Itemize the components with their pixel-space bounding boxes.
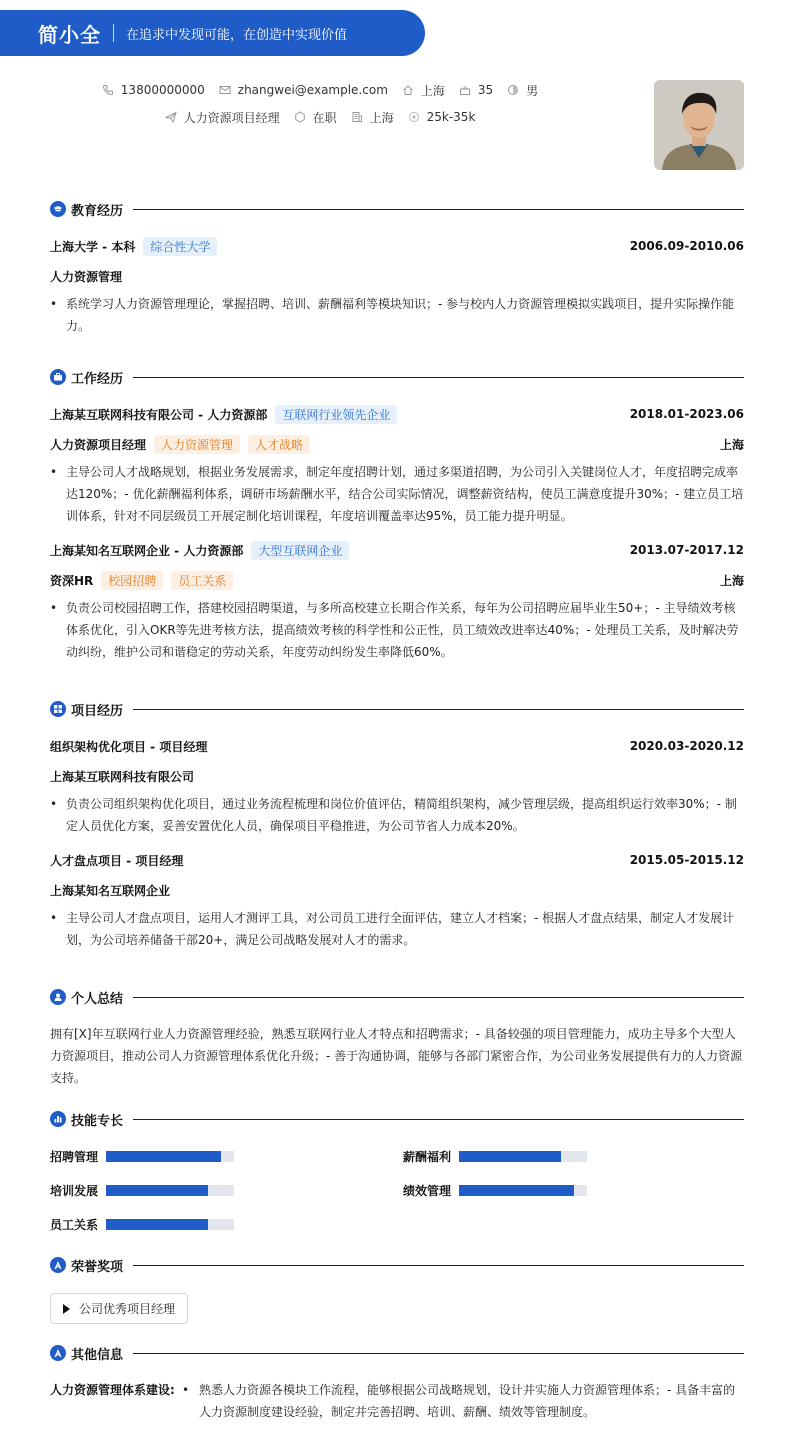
position-icon (165, 111, 177, 123)
education-desc: • 系统学习人力资源管理理论，掌握招聘、培训、薪酬福利等模块知识；- 参与校内人力资源管理模拟实践项目，提升实际操作能力。 (50, 293, 744, 337)
skill-item (50, 1147, 403, 1166)
project-desc: • 主导公司人才盘点项目，运用人才测评工具，对公司员工进行全面评估，建立人才档案；- 根据人才盘点结果，制定人才发展计划，为公司培养储备干部20+，满足公司战略发展对人才的需求。 (50, 907, 744, 951)
header-divider (113, 24, 114, 42)
skills-title: 技能专长 (71, 1113, 124, 1129)
awards-title: 荣誉奖项 (71, 1259, 124, 1275)
work-date: 2018.01-2023.06 (629, 407, 744, 421)
projects-section (50, 699, 744, 951)
major: 人力资源管理 (50, 269, 123, 284)
education-title: 教育经历 (71, 203, 124, 219)
work-skill-tag: 人才战略 (248, 435, 310, 454)
work-company-tag: 大型互联网企业 (251, 541, 349, 560)
work-skill-tag: 人力资源管理 (154, 435, 240, 454)
work-desc-text: 主导公司人才战略规划，根据业务发展需求，制定年度招聘计划，通过多渠道招聘，为公司引入关键岗位人才，年度招聘完成率达120%；- 优化薪酬福利体系，调研市场薪酬水平，结合公司实际情况，调整薪资结构，使员工满意度提升30%；- 建立员工培训体系，针对不同层级员工开展定制化培训课程，年度培训覆盖率达95%，员工能力提升明显。 (66, 465, 744, 523)
skill-item (403, 1181, 744, 1200)
other-value: • 熟悉人力资源各模块工作流程，能够根据公司战略规划，设计并实施人力资源管理体系；- 具备丰富的人力资源制度建设经验，制定并完善招聘、培训、薪酬、绩效等管理制度。 (182, 1379, 744, 1423)
skills-section (50, 1109, 744, 1234)
home-icon (402, 84, 414, 96)
position-text: 人力资源项目经理 (183, 110, 280, 125)
info-age (459, 83, 493, 97)
project-name-row (50, 851, 744, 869)
projects-title: 项目经历 (71, 703, 124, 719)
age-text: 35 (477, 83, 494, 97)
age-icon (459, 84, 471, 96)
project-company-row (50, 767, 744, 785)
skill-name: 员工关系 (50, 1218, 99, 1232)
skill-name: 招聘管理 (50, 1150, 99, 1164)
other-title: 其他信息 (71, 1347, 124, 1363)
project-icon (50, 701, 66, 717)
project-item (50, 737, 744, 837)
award-label: 公司优秀项目经理 (79, 1302, 176, 1316)
section-divider (133, 709, 744, 710)
award-icon (50, 1257, 66, 1273)
skills-grid (50, 1147, 744, 1234)
project-date: 2020.03-2020.12 (629, 739, 744, 753)
work-role: 人力资源项目经理 (50, 437, 147, 452)
skill-bar (106, 1151, 234, 1162)
other-text: 熟悉人力资源各模块工作流程，能够根据公司战略规划，设计并实施人力资源管理体系；- 具备丰富的人力资源制度建设经验，制定并完善招聘、培训、薪酬、绩效等管理制度。 (199, 1383, 736, 1419)
work-title: 工作经历 (71, 371, 124, 387)
work-location: 上海 (719, 437, 744, 452)
skill-bar (459, 1151, 587, 1162)
work-role-row (50, 571, 744, 589)
basic-info (0, 80, 640, 134)
other-section (50, 1343, 744, 1423)
salary-icon (408, 111, 420, 123)
phone-text: 13800000000 (120, 83, 205, 97)
project-desc-text: 主导公司人才盘点项目，运用人才测评工具，对公司员工进行全面评估，建立人才档案；- 根据人才盘点结果，制定人才发展计划，为公司培养储备干部20+，满足公司战略发展对人才的需求。 (66, 911, 735, 947)
salary-text: 25k-35k (426, 110, 476, 124)
user-icon (50, 989, 66, 1005)
work-desc: • 主导公司人才战略规划，根据业务发展需求，制定年度招聘计划，通过多渠道招聘，为公司引入关键岗位人才，年度招聘完成率达120%；- 优化薪酬福利体系，调研市场薪酬水平，结合公司实际情况，调整薪资结构，使员工满意度提升30%；- 建立员工培训体系，针对不同层级员工开展定制化培训课程，年度培训覆盖率达95%，员工能力提升明显。 (50, 461, 744, 527)
section-divider (133, 377, 744, 378)
info-city (351, 109, 394, 126)
skill-name: 薪酬福利 (403, 1150, 452, 1164)
skill-bar (106, 1219, 234, 1230)
work-skill-tag: 员工关系 (171, 571, 233, 590)
project-name: 人才盘点项目 - 项目经理 (50, 853, 184, 868)
work-desc: • 负责公司校园招聘工作，搭建校园招聘渠道，与多所高校建立长期合作关系，每年为公司招聘应届毕业生50+；- 主导绩效考核体系优化，引入OKR等先进考核方法，提高绩效考核的科学性和公正性，员工绩效改进率达40%；- 处理员工关系，及时解决劳动纠纷，维护公司和谐稳定的劳动关系，年度劳动纠纷发生率降低60%。 (50, 597, 744, 663)
email-text: zhangwei@example.com (237, 83, 388, 97)
summary-title: 个人总结 (71, 991, 124, 1007)
work-desc-text: 负责公司校园招聘工作，搭建校园招聘渠道，与多所高校建立长期合作关系，每年为公司招聘应届毕业生50+；- 主导绩效考核体系优化，引入OKR等先进考核方法，提高绩效考核的科学性和公正性，员工绩效改进率达40%；- 处理员工关系，及时解决劳动纠纷，维护公司和谐稳定的劳动关系，年度劳动纠纷发生率降低60%。 (66, 601, 739, 659)
work-header (50, 367, 744, 387)
header-banner (0, 10, 425, 56)
other-header (50, 1343, 744, 1363)
section-divider (133, 997, 744, 998)
work-company: 上海某知名互联网企业 - 人力资源部 (50, 543, 244, 558)
candidate-name: 简小全 (38, 22, 101, 47)
school-name: 上海大学 - 本科 (50, 239, 136, 254)
projects-header (50, 699, 744, 719)
work-role: 资深HR (50, 573, 94, 588)
info-row-job (0, 107, 640, 127)
skill-bar-fill (106, 1219, 208, 1230)
work-item (50, 541, 744, 663)
chart-icon (50, 1111, 66, 1127)
info-icon (50, 1345, 66, 1361)
info-salary (408, 110, 476, 124)
skill-item (50, 1181, 403, 1200)
work-date: 2013.07-2017.12 (629, 543, 744, 557)
info-gender (507, 82, 538, 99)
work-company-row (50, 405, 744, 423)
project-company-row (50, 881, 744, 899)
summary-text: 拥有[X]年互联网行业人力资源管理经验，熟悉互联网行业人才特点和招聘需求；- 具备较强的项目管理能力，成功主导多个大型人力资源项目，推动公司人力资源管理体系优化升级；- 善于沟通协调，能够与各部门紧密合作，为公司业务发展提供有力的人力资源支持。 (50, 1027, 743, 1085)
work-item (50, 405, 744, 527)
education-section (50, 199, 744, 337)
caret-right-icon (63, 1304, 70, 1314)
skill-bar-fill (459, 1151, 561, 1162)
skill-item (50, 1215, 403, 1234)
major-row (50, 267, 744, 285)
skill-bar (106, 1185, 234, 1196)
summary-section (50, 987, 744, 1089)
work-skill-tag: 校园招聘 (101, 571, 163, 590)
briefcase-icon (50, 369, 66, 385)
other-item (50, 1379, 744, 1423)
gender-icon (507, 84, 519, 96)
awards-list (50, 1293, 744, 1324)
gender-text: 男 (526, 83, 539, 98)
section-divider (133, 1353, 744, 1354)
skill-bar-fill (106, 1151, 221, 1162)
skills-header (50, 1109, 744, 1129)
skill-name: 绩效管理 (403, 1184, 452, 1198)
skill-bar-fill (106, 1185, 208, 1196)
skill-item (403, 1147, 744, 1166)
skill-name: 培训发展 (50, 1184, 99, 1198)
education-date: 2006.09-2010.06 (629, 239, 744, 253)
project-name: 组织架构优化项目 - 项目经理 (50, 739, 208, 754)
profile-photo (654, 80, 744, 170)
education-header (50, 199, 744, 219)
status-icon (294, 111, 306, 123)
section-divider (133, 209, 744, 210)
work-location: 上海 (719, 573, 744, 588)
school-tag: 综合性大学 (143, 237, 217, 256)
location-text: 上海 (420, 83, 445, 98)
other-label: 人力资源管理体系建设: (50, 1383, 175, 1397)
work-company: 上海某互联网科技有限公司 - 人力资源部 (50, 407, 268, 422)
skill-bar-fill (459, 1185, 574, 1196)
project-company: 上海某互联网科技有限公司 (50, 769, 195, 784)
skill-bar (459, 1185, 587, 1196)
work-section (50, 367, 744, 663)
summary-header (50, 987, 744, 1007)
info-phone (102, 83, 205, 97)
section-divider (133, 1265, 744, 1266)
status-text: 在职 (312, 110, 337, 125)
info-location (402, 82, 445, 99)
info-email (219, 83, 388, 97)
email-icon (219, 84, 231, 96)
awards-header (50, 1255, 744, 1275)
work-company-tag: 互联网行业领先企业 (275, 405, 397, 424)
phone-icon (102, 84, 114, 96)
graduation-icon (50, 201, 66, 217)
project-company: 上海某知名互联网企业 (50, 883, 171, 898)
info-status (294, 109, 337, 126)
education-desc-text: 系统学习人力资源管理理论，掌握招聘、培训、薪酬福利等模块知识；- 参与校内人力资源管理模拟实践项目，提升实际操作能力。 (66, 297, 735, 333)
project-desc: • 负责公司组织架构优化项目，通过业务流程梳理和岗位价值评估，精简组织架构，减少管理层级，提高组织运行效率30%；- 制定人员优化方案，妥善安置优化人员，确保项目平稳推进，为公司节省人力成本20%。 (50, 793, 744, 837)
award-item[interactable] (50, 1293, 188, 1324)
city-text: 上海 (369, 110, 394, 125)
header-slogan: 在追求中发现可能，在创造中实现价值 (126, 27, 348, 43)
education-row (50, 237, 744, 255)
project-date: 2015.05-2015.12 (629, 853, 744, 867)
project-name-row (50, 737, 744, 755)
section-divider (133, 1119, 744, 1120)
work-company-row (50, 541, 744, 559)
work-role-row (50, 435, 744, 453)
info-row-contact (0, 80, 640, 100)
project-desc-text: 负责公司组织架构优化项目，通过业务流程梳理和岗位价值评估，精简组织架构，减少管理层级，提高组织运行效率30%；- 制定人员优化方案，妥善安置优化人员，确保项目平稳推进，为公司节省人力成本20%。 (66, 797, 737, 833)
project-item (50, 851, 744, 951)
info-position (165, 109, 280, 126)
awards-section (50, 1255, 744, 1324)
building-icon (351, 111, 363, 123)
